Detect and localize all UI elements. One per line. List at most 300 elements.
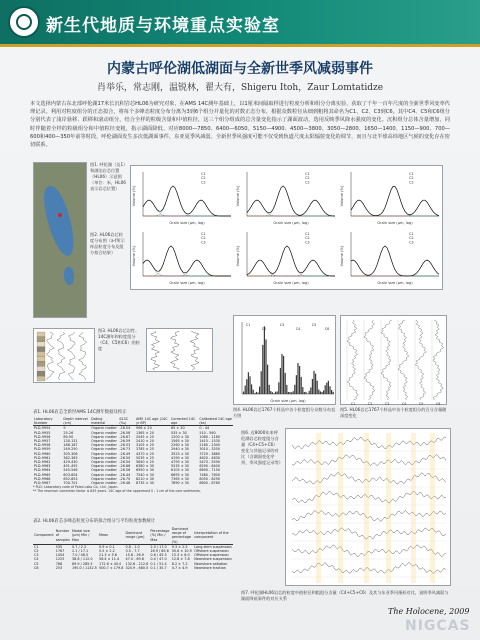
histogram-bar: [325, 385, 326, 394]
table-cell: -26.48: [119, 481, 131, 486]
table-cell: -26.49: [119, 451, 131, 456]
table-cell: Organic matter: [91, 443, 117, 448]
component-profile-figure: [340, 315, 447, 405]
histogram-bar: [272, 392, 273, 394]
profile-curve: [433, 320, 443, 400]
table-cell: 89.9 / 285.5: [71, 561, 93, 566]
event-band: [338, 433, 343, 583]
table-cell: 85 ± 30: [171, 426, 185, 431]
table-cell: 3.5 - 7.7: [125, 549, 140, 554]
abstract-text: 本文选择内蒙古东北部呼伦湖17米长沉积岩芯HL06为研究对象，在AMS 14C测年基础上，以1厘米间隔取样进行粒度分析和组分分离实验，获取了千年一百年尺度的全新世季风变率代理记录。利用对粒度组分的正态拟合，将每个多峰态粒度分布分离为3到6个组分并量化的对数正态分布，根据众数粒径从细到粗将其命名为C1、C2、C3到C6。其中C4、C5和C6组分分别代表了浅岸悬移、跃移和滚动组分，结合全样的粒级含量和中值粒径，这三个组分组成的总含量变化指示了湖面波动，选用反映季风降水强度的变化。沉积组分总体含量增加，同时伴随着全样的粒级组分和中值粒径变粗，指示湖面降低、对应8000—7850、6400—6050、5150—4900、4500—3800、3050—2800、1650—1400、1150—900、700—600和400—350年前等时段，呼伦湖面发生多次低湖面事件，东亚夏季风减弱。全新世季风强度可能不仅受到轨道尺度太阳辐射变化的调节，而且与北半球高纬地区气候的变化存在密切联系。: [30, 101, 450, 149]
t1-header-cell: Laboratory Number: [33, 417, 62, 426]
table-cell: 4370 ± 25: [135, 451, 154, 456]
table-cell: 1565 ± 30: [171, 439, 189, 444]
table-cell: C1: [34, 544, 39, 549]
histogram-bar: [297, 363, 298, 394]
t2-header-cell: Interpretation of the component: [193, 527, 233, 544]
lithology-layer: [37, 371, 45, 376]
table-cell: Nearshore traction: [194, 565, 226, 570]
legend-label: C3: [305, 240, 310, 245]
histogram-bar: [246, 379, 247, 394]
histogram-bar: [291, 392, 292, 394]
table-1-note-1: * PLD: Laboratory code of Paleo Labo Co., Ltd., Japan.: [33, 485, 119, 490]
profile-label: C2: [367, 402, 373, 406]
table-cell: 0.4 / 47.0: [150, 557, 167, 562]
table-cell: -26.54: [119, 426, 131, 431]
histogram-bar: [257, 392, 258, 394]
table-cell: Organic matter: [91, 451, 117, 456]
lab-logo-icon: [8, 6, 40, 38]
table-cell: 4190 ± 30: [171, 455, 189, 460]
histogram-bar: [270, 391, 271, 394]
table-cell: C3: [34, 553, 39, 558]
institute-watermark: NIGCAS: [405, 618, 471, 634]
figure-3-caption: 图3. HL06岩芯岩性、14C测年和粒度组分（C4、C5和C6）的粒度: [98, 328, 140, 351]
table-cell: 249-250: [63, 447, 78, 452]
table-cell: 253: [55, 565, 63, 570]
table-cell: Organic matter: [91, 430, 117, 435]
table-cell: C2: [34, 549, 39, 554]
table-cell: 9: [63, 426, 66, 431]
table-cell: 8600 - 8780: [199, 481, 220, 486]
header-stripe: [0, 44, 480, 47]
figure-6-caption: 图6. 近8000年来呼伦湖岩芯粒度组分含量（C4+C5+C6）变化与其他记录的对比（含湖面变化序列、季风强度记录等）: [241, 430, 283, 465]
author-list: 肖举乐，常志刚，温锐林，翟大有，Shigeru Itoh，Zaur Lomtatidze: [96, 83, 384, 93]
y-axis-label: Volume (%): [132, 185, 136, 207]
event-band: [316, 433, 321, 583]
proxy-curve: [68, 332, 76, 380]
t2-header-cell: Mean: [98, 527, 124, 544]
table-cell: PLD-9962: [34, 460, 51, 465]
profile-curve: [381, 320, 392, 400]
table-cell: Offshore suspension: [194, 549, 229, 554]
component-curve: [247, 260, 335, 276]
component-curve: [143, 246, 231, 276]
profile-label: C1: [350, 402, 356, 406]
total-curve: [143, 246, 231, 276]
modal-size-histogram: [233, 315, 336, 405]
table-cell: Organic matter: [91, 447, 117, 452]
table-cell: 15.3 ± 6.0: [171, 553, 190, 558]
histogram-bar: [329, 386, 330, 394]
t1-header-cell: Corrected 14C age: [170, 417, 198, 426]
legend-label: C3: [201, 180, 206, 185]
table-cell: 1200 ± 30: [171, 434, 189, 439]
t2-header-cell: Component: [33, 527, 55, 544]
total-curve: [351, 187, 439, 216]
grain-size-plot-f: [339, 226, 443, 286]
legend-label: C1: [201, 232, 206, 236]
table-cell: 510 - 560: [199, 430, 216, 435]
histogram-bar: [294, 385, 295, 394]
table-cell: -26.44: [119, 472, 131, 477]
table-cell: Organic matter: [91, 472, 117, 477]
component-curve: [351, 200, 439, 216]
table-cell: Nearshore saltation: [194, 561, 228, 566]
legend-label: C2: [305, 176, 310, 181]
table-cell: 2260 ± 30: [171, 443, 189, 448]
table-cell: 5640 ± 25: [135, 460, 154, 465]
table-cell: 305-306: [63, 451, 78, 456]
table-cell: 1365 ± 20: [135, 430, 154, 435]
table-cell: Organic matter: [91, 468, 117, 473]
total-curve: [351, 246, 439, 276]
component-curve: [143, 260, 231, 276]
table-cell: -26.70: [119, 476, 131, 481]
component-curve: [351, 246, 439, 276]
legend-label: C3: [409, 240, 414, 245]
component-curve: [190, 331, 199, 370]
y-axis-label: Volume (%): [132, 245, 136, 267]
grain-size-plot-d: [131, 226, 235, 286]
table-cell: Organic matter: [91, 460, 117, 465]
lithology-layer: [37, 376, 45, 381]
table-cell: 1060 - 1180: [199, 434, 220, 439]
table-cell: Organic matter: [91, 439, 117, 444]
table-cell: 5535 ± 30: [171, 464, 189, 469]
table-cell: -26.54: [119, 460, 131, 465]
table-cell: 491-492: [63, 464, 78, 469]
grain-size-plot-e: [235, 226, 339, 286]
histogram-bar: [304, 392, 305, 394]
table-cell: 8210 ± 30: [135, 476, 154, 481]
x-axis-label: Grain size (μm, log): [273, 221, 309, 225]
table-cell: Long-term suspension: [194, 544, 232, 549]
table-cell: 906 ± 20: [135, 426, 152, 431]
histogram-bar: [277, 391, 278, 394]
table-cell: 0.6 / 45.5: [150, 553, 167, 558]
histogram-bar: [326, 383, 327, 394]
table-cell: 7.0 / 48.5: [71, 553, 89, 558]
table-cell: 0 - 44: [199, 426, 210, 431]
x-axis-label: Grain size (μm, log): [273, 281, 309, 285]
peak-label: C6: [324, 327, 330, 331]
histogram-bar: [256, 392, 257, 394]
x-axis-label: Grain size (μm, log): [169, 221, 205, 225]
table-cell: 1767: [55, 549, 65, 554]
histogram-bar: [293, 391, 294, 394]
profile-label: C6: [435, 402, 441, 406]
event-band: [364, 433, 369, 583]
legend-label: C2: [305, 236, 310, 241]
table-cell: PLD-9955: [34, 430, 51, 435]
table-cell: C4: [34, 557, 39, 562]
profile-label: C4: [401, 402, 407, 406]
x-axis-label: Grain size (μm, log): [169, 281, 205, 285]
y-axis-label: Volume (%): [236, 245, 240, 267]
table-cell: 1225: [55, 557, 65, 562]
table-cell: 1415 - 1530: [199, 439, 220, 444]
table-cell: 3105 ± 25: [135, 443, 154, 448]
histogram-bar: [261, 371, 262, 394]
lab-name: 新生代地质与环境重点实验室: [46, 16, 280, 36]
lithology-layer: [37, 352, 45, 357]
table-cell: PLD-9966: [34, 476, 51, 481]
t1-header-cell: Dating material: [90, 417, 118, 426]
legend-label: C2: [409, 236, 414, 241]
t1-header-cell: AMS 14C age (14C yr BP): [135, 417, 170, 426]
figure-2-caption: 图2. HL06岩芯粒度分布图（a-f所示样品粒度分布及组分拟合结果）: [90, 232, 125, 255]
table-2-title: 表2. HL06岩芯多峰态粒度分布的拟合组分与平均粒度参数统计: [33, 519, 156, 524]
component-curve: [247, 186, 335, 216]
table-cell: 16.9 / 85.6: [150, 549, 169, 554]
histogram-bar: [320, 391, 321, 394]
proxy-curve: [47, 332, 55, 380]
table-cell: 38.8 / 112.0: [71, 557, 93, 562]
table-cell: Organic matter: [91, 426, 117, 431]
histogram-bar: [261, 326, 267, 394]
table-cell: PLD-9963: [34, 464, 51, 469]
table-cell: PLD-9964: [34, 468, 51, 473]
table-cell: -26.50: [119, 455, 131, 460]
table-cell: 4.7 ± 4.9: [171, 565, 188, 570]
histogram-bar: [299, 366, 300, 394]
histogram-bar: [331, 390, 332, 394]
peak-label: C2: [261, 327, 267, 331]
table-cell: 3525 ± 30: [171, 451, 189, 456]
lithology-layer: [37, 366, 45, 371]
t1-header-cell: Depth interval (cm): [62, 417, 90, 426]
table-cell: 362-363: [63, 455, 78, 460]
table-cell: 190.0 / 1132.5: [71, 565, 97, 570]
table-cell: 8.2 ± 7.2: [171, 561, 188, 566]
t1-header-cell: Calibrated 14C age (ka): [199, 417, 233, 426]
profile-label: C5: [418, 402, 424, 406]
table-cell: 6290 - 6400: [199, 464, 220, 469]
table-cell: 535 ± 30: [171, 430, 187, 435]
table-cell: PLD-9959: [34, 447, 51, 452]
table-cell: 172.6 ± 40.0: [99, 561, 122, 566]
table-row: [33, 557, 233, 561]
table-cell: PLD-9954: [34, 426, 51, 431]
table-row: [33, 566, 233, 570]
table-cell: 186-187: [63, 443, 78, 448]
table-cell: 15.8 - 26.9: [125, 553, 144, 558]
table-cell: 3785 ± 25: [135, 447, 154, 452]
table-1-note-2: ** The reservoir correction factor is 845 years. 14C age of the uppermost 0 - 1 cm of the core sediments.: [33, 489, 201, 494]
grain-size-plot-c: [339, 166, 443, 226]
table-cell: 5035 ± 25: [135, 455, 154, 460]
histogram-bar: [289, 392, 290, 394]
t1-header-cell: δ13C (‰): [118, 417, 135, 426]
table-cell: 652-653: [63, 476, 78, 481]
histogram-bar: [267, 365, 268, 394]
table-cell: 2.1 / 17.1: [71, 549, 89, 554]
table-cell: 1454: [55, 553, 65, 558]
histogram-bar: [254, 393, 255, 394]
lithology-layer: [37, 332, 45, 337]
table-cell: 12.8 ± 7.8: [171, 557, 190, 562]
table-cell: 2.0 / 17.0: [150, 544, 167, 549]
table-cell: 545-546: [63, 468, 78, 473]
x-axis-label: Grain size (μm, log): [377, 281, 413, 285]
x-axis-label: Grain size (μm, log): [377, 221, 413, 225]
histogram-bar: [265, 339, 266, 394]
table-cell: 9.3 ± 2.5: [171, 544, 188, 549]
histogram-bar: [281, 354, 282, 394]
lithology-layer: [37, 342, 45, 347]
table-cell: 7540 ± 30: [135, 472, 154, 477]
histogram-bar: [323, 390, 324, 394]
histogram-bar: [317, 381, 318, 394]
component-curve: [143, 260, 231, 276]
table-cell: -26.58: [119, 430, 131, 435]
histogram-bar: [273, 393, 274, 394]
histogram-bar: [243, 392, 244, 394]
lithology-layer: [37, 347, 45, 352]
t2-header-cell: Dominant range (μm): [124, 527, 149, 544]
table-cell: 603-604: [63, 472, 78, 477]
histogram-bar: [313, 371, 314, 394]
profile-curve: [416, 320, 427, 400]
legend-label: C2: [201, 176, 206, 181]
table-cell: 5.5 ± 2.2: [99, 549, 115, 554]
table-cell: -26.53: [119, 443, 131, 448]
table-cell: 0.8 - 1.0: [125, 544, 140, 549]
proxy-curve: [79, 332, 87, 380]
histogram-bar: [309, 391, 310, 394]
table-cell: 700-701: [63, 481, 78, 486]
table-cell: 58.4 ± 11.4: [99, 557, 120, 562]
proxy-curve: [57, 332, 65, 380]
y-axis-label: Volume (%): [340, 185, 344, 207]
table-cell: 6950 ± 30: [135, 468, 154, 473]
table-cell: Nearshore suspension: [194, 557, 232, 562]
table-cell: 8735 ± 30: [135, 481, 154, 486]
histogram-bar: [312, 379, 313, 394]
histogram-bar: [302, 387, 303, 394]
table-cell: 25-26: [63, 430, 74, 435]
table-cell: 6890 - 7150: [199, 468, 220, 473]
histogram-bar: [296, 375, 297, 394]
profile-curve: [398, 320, 409, 400]
table-cell: 7365 ± 30: [171, 476, 189, 481]
table-cell: C6: [34, 565, 39, 570]
histogram-bar: [280, 368, 281, 394]
table-cell: 320.9 - 680.5: [125, 565, 149, 570]
small-lake-shape: [64, 267, 74, 285]
legend-label: C3: [305, 180, 310, 185]
table-cell: Organic matter: [91, 455, 117, 460]
legend-label: C3: [409, 180, 414, 185]
hulun-lake-shape: [40, 183, 79, 258]
table-cell: C5: [34, 561, 39, 566]
table-cell: -26.59: [119, 439, 131, 444]
histogram-bar: [285, 373, 286, 394]
figure-7-caption: 图7. 呼伦湖HL06岩芯的粒度中值粒径和粗组分含量（C4+C5+C6）及其与东亚季风指标对比，说明季风减弱与湖面降低事件的对应关系: [241, 590, 449, 601]
histogram-bar: [251, 384, 252, 394]
grain-size-plot-b: [235, 166, 339, 226]
table-cell: -26.66: [119, 464, 131, 469]
component-curve: [143, 186, 231, 216]
table-cell: 7890 ± 30: [171, 481, 189, 486]
table-cell: Organic matter: [91, 481, 117, 486]
histogram-bar: [321, 392, 322, 394]
component-content-figure: [146, 328, 213, 372]
peak-label: C4: [295, 327, 301, 331]
figure-1-caption: 图1. 呼伦湖（及1）和湖泊岩芯位置（HL06）示意图（单位：米，HL06表示岩芯位置）: [90, 162, 126, 191]
figure-4-caption: 图4. HL06岩芯1767个样品中各个粒度组分众数分布直方图: [233, 407, 336, 418]
histogram-bar: [318, 390, 319, 394]
legend-label: C3: [201, 240, 206, 245]
table-cell: 50.6 ± 10.9: [171, 549, 192, 554]
table-cell: PLD-9958: [34, 443, 51, 448]
table-cell: 6105 ± 30: [171, 468, 189, 473]
profile-curve: [347, 320, 359, 400]
event-band: [430, 433, 435, 583]
histogram-bar: [275, 392, 276, 394]
table-cell: 47.0 - 69.8: [125, 557, 144, 562]
y-axis-label: Volume (%): [236, 185, 240, 207]
table-cell: 21.3 ± 5.6: [99, 553, 117, 558]
t2-header-cell: Number of samples: [55, 527, 71, 544]
histogram-bar: [253, 390, 254, 394]
comparison-figure: [285, 428, 451, 586]
component-table: [33, 527, 233, 569]
component-curve: [247, 260, 335, 276]
table-cell: -26.67: [119, 434, 131, 439]
profile-label: C3: [384, 402, 390, 406]
core-site-marker: [58, 213, 62, 217]
event-band: [386, 433, 391, 583]
table-cell: Organic matter: [91, 434, 117, 439]
legend-label: C1: [409, 172, 414, 176]
legend-label: C1: [409, 232, 414, 236]
lithology-layer: [37, 337, 45, 342]
peak-label: C5: [311, 323, 317, 327]
lithology-layer: [37, 357, 45, 362]
table-cell: PLD-9961: [34, 455, 51, 460]
histogram-bar: [328, 381, 329, 394]
histogram-bar: [249, 376, 250, 394]
table-cell: PLD-9965: [34, 472, 51, 477]
table-cell: 130-131: [63, 439, 78, 444]
total-curve: [247, 186, 335, 216]
table-cell: -26.73: [119, 447, 131, 452]
table-cell: 768: [55, 561, 63, 566]
histogram-bar: [286, 385, 287, 394]
t2-header-cell: Dominant range of percentage (%): [171, 527, 194, 544]
component-curve: [171, 331, 180, 370]
histogram-bar: [245, 386, 246, 394]
profile-curve: [364, 320, 375, 400]
histogram-bar: [310, 387, 311, 394]
lithology-layer: [37, 361, 45, 366]
grain-size-figure: [130, 165, 443, 290]
table-cell: Organic matter: [91, 476, 117, 481]
t2-header-cell: Percentage (%) Min / Max: [149, 527, 170, 544]
peak-label: C1: [245, 323, 251, 327]
table-cell: 500.7 ± 179.8: [99, 565, 124, 570]
table-cell: 3010 - 3200: [199, 447, 220, 452]
histogram-bar: [259, 387, 260, 394]
table-cell: -26.56: [119, 468, 131, 473]
total-curve: [143, 186, 231, 216]
table-cell: 0.7 / 2.3: [71, 544, 87, 549]
histogram-bar: [305, 392, 306, 394]
table-cell: 89-90: [63, 434, 74, 439]
table-cell: PLD-9956: [34, 434, 51, 439]
component-curve: [351, 200, 439, 216]
dating-table: [33, 417, 233, 513]
header-banner: [0, 0, 480, 44]
table-cell: PLD-9967: [34, 481, 51, 486]
table-cell: 429-430: [63, 460, 78, 465]
legend-label: C1: [201, 172, 206, 176]
table-cell: Offshore suspension: [194, 553, 229, 558]
histogram-bar: [248, 372, 249, 394]
table-cell: 2940 ± 30: [171, 447, 189, 452]
